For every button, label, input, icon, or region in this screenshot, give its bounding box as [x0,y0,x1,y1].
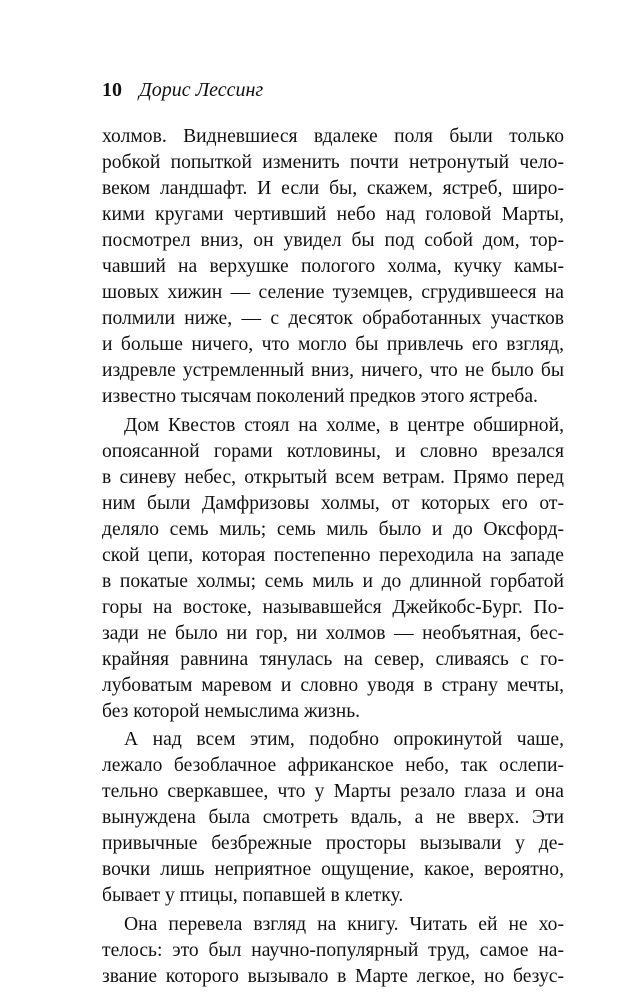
text-line: лубоватым маревом и словно уводя в страну мечты, [102,674,564,696]
paragraph [102,727,564,909]
text-line: Она перевела взгляд на книгу. Читать ей не хо- [124,913,564,935]
text-line: тельно сверкавшее, что у Марты резало глаза и она [102,781,564,802]
text-line: известно тысячам поколений предков этого ястреба. [102,386,538,407]
text-line: и больше ничего, что могло бы привлечь его взгляд, [102,334,564,355]
text-line: веком ландшафт. И если бы, скажем, ястреб, широ- [102,178,564,199]
book-author: Дорис Лессинг [139,79,264,101]
running-head [102,79,263,102]
text-line: ской цепи, которая постепенно переходила на западе [102,544,564,566]
text-line: вочки лишь неприятное ощущение, какое, вероятно, [102,859,564,880]
text-line: робкой попыткой изменить почти нетронутый чело- [102,152,564,173]
text-line: телось: это был научно-популярный труд, самое на- [102,939,564,961]
text-line: холмов. Видневшиеся вдалеке поля были только [102,126,564,147]
text-line: ним были Дамфризовы холмы, от которых его от- [102,492,564,514]
text-line: в покатые холмы; семь миль и до длинной горбатой [102,570,564,592]
paragraph [102,912,564,990]
paragraph [102,124,564,410]
text-line: деляло семь миль; семь миль было и до Оксфорд- [102,518,564,540]
text-line: лежало безоблачное африканское небо, так ослепи- [102,755,564,776]
text-line: привычные безбрежные просторы вызывали у де- [102,833,564,854]
text-line: звание которого вызывало в Марте легкое, но безус- [102,965,564,987]
text-line: опоясанной горами котловины, и словно врезался [102,440,564,462]
text-line: кими кругами чертивший небо над головой Марты, [102,204,564,225]
page-number: 10 [102,79,122,101]
paragraph [102,413,564,725]
text-line: посмотрел вниз, он увидел бы под собой дом, тор- [102,230,564,251]
text-line: А над всем этим, подобно опрокинутой чаше, [124,729,564,750]
text-line: зади не было ни гор, ни холмов — необъятная, бес- [102,622,564,644]
text-line: шовых хижин — селение туземцев, сгрудившееся на [102,282,564,303]
text-line: горы на востоке, называвшейся Джейкобс-Бург. По- [102,596,564,618]
body-text [102,124,564,990]
text-line: чавший на верхушке пологого холма, кучку камы- [102,256,564,277]
text-line: вынуждена была смотреть вдаль, а не вверх. Эти [102,807,564,828]
text-line: в синеву небес, открытый всем ветрам. Прямо перед [102,466,564,488]
text-line: Дом Квестов стоял на холме, в центре обширной, [124,414,564,436]
text-line: бывает у птицы, попавшей в клетку. [102,885,404,906]
text-line: крайняя равнина тянулась на север, сливаясь с го- [102,648,564,670]
text-line: полмили ниже, — с десяток обработанных участков [102,308,564,329]
text-line: издревле устремленный вниз, ничего, что не было бы [102,360,564,381]
text-line: без которой немыслима жизнь. [102,700,361,722]
